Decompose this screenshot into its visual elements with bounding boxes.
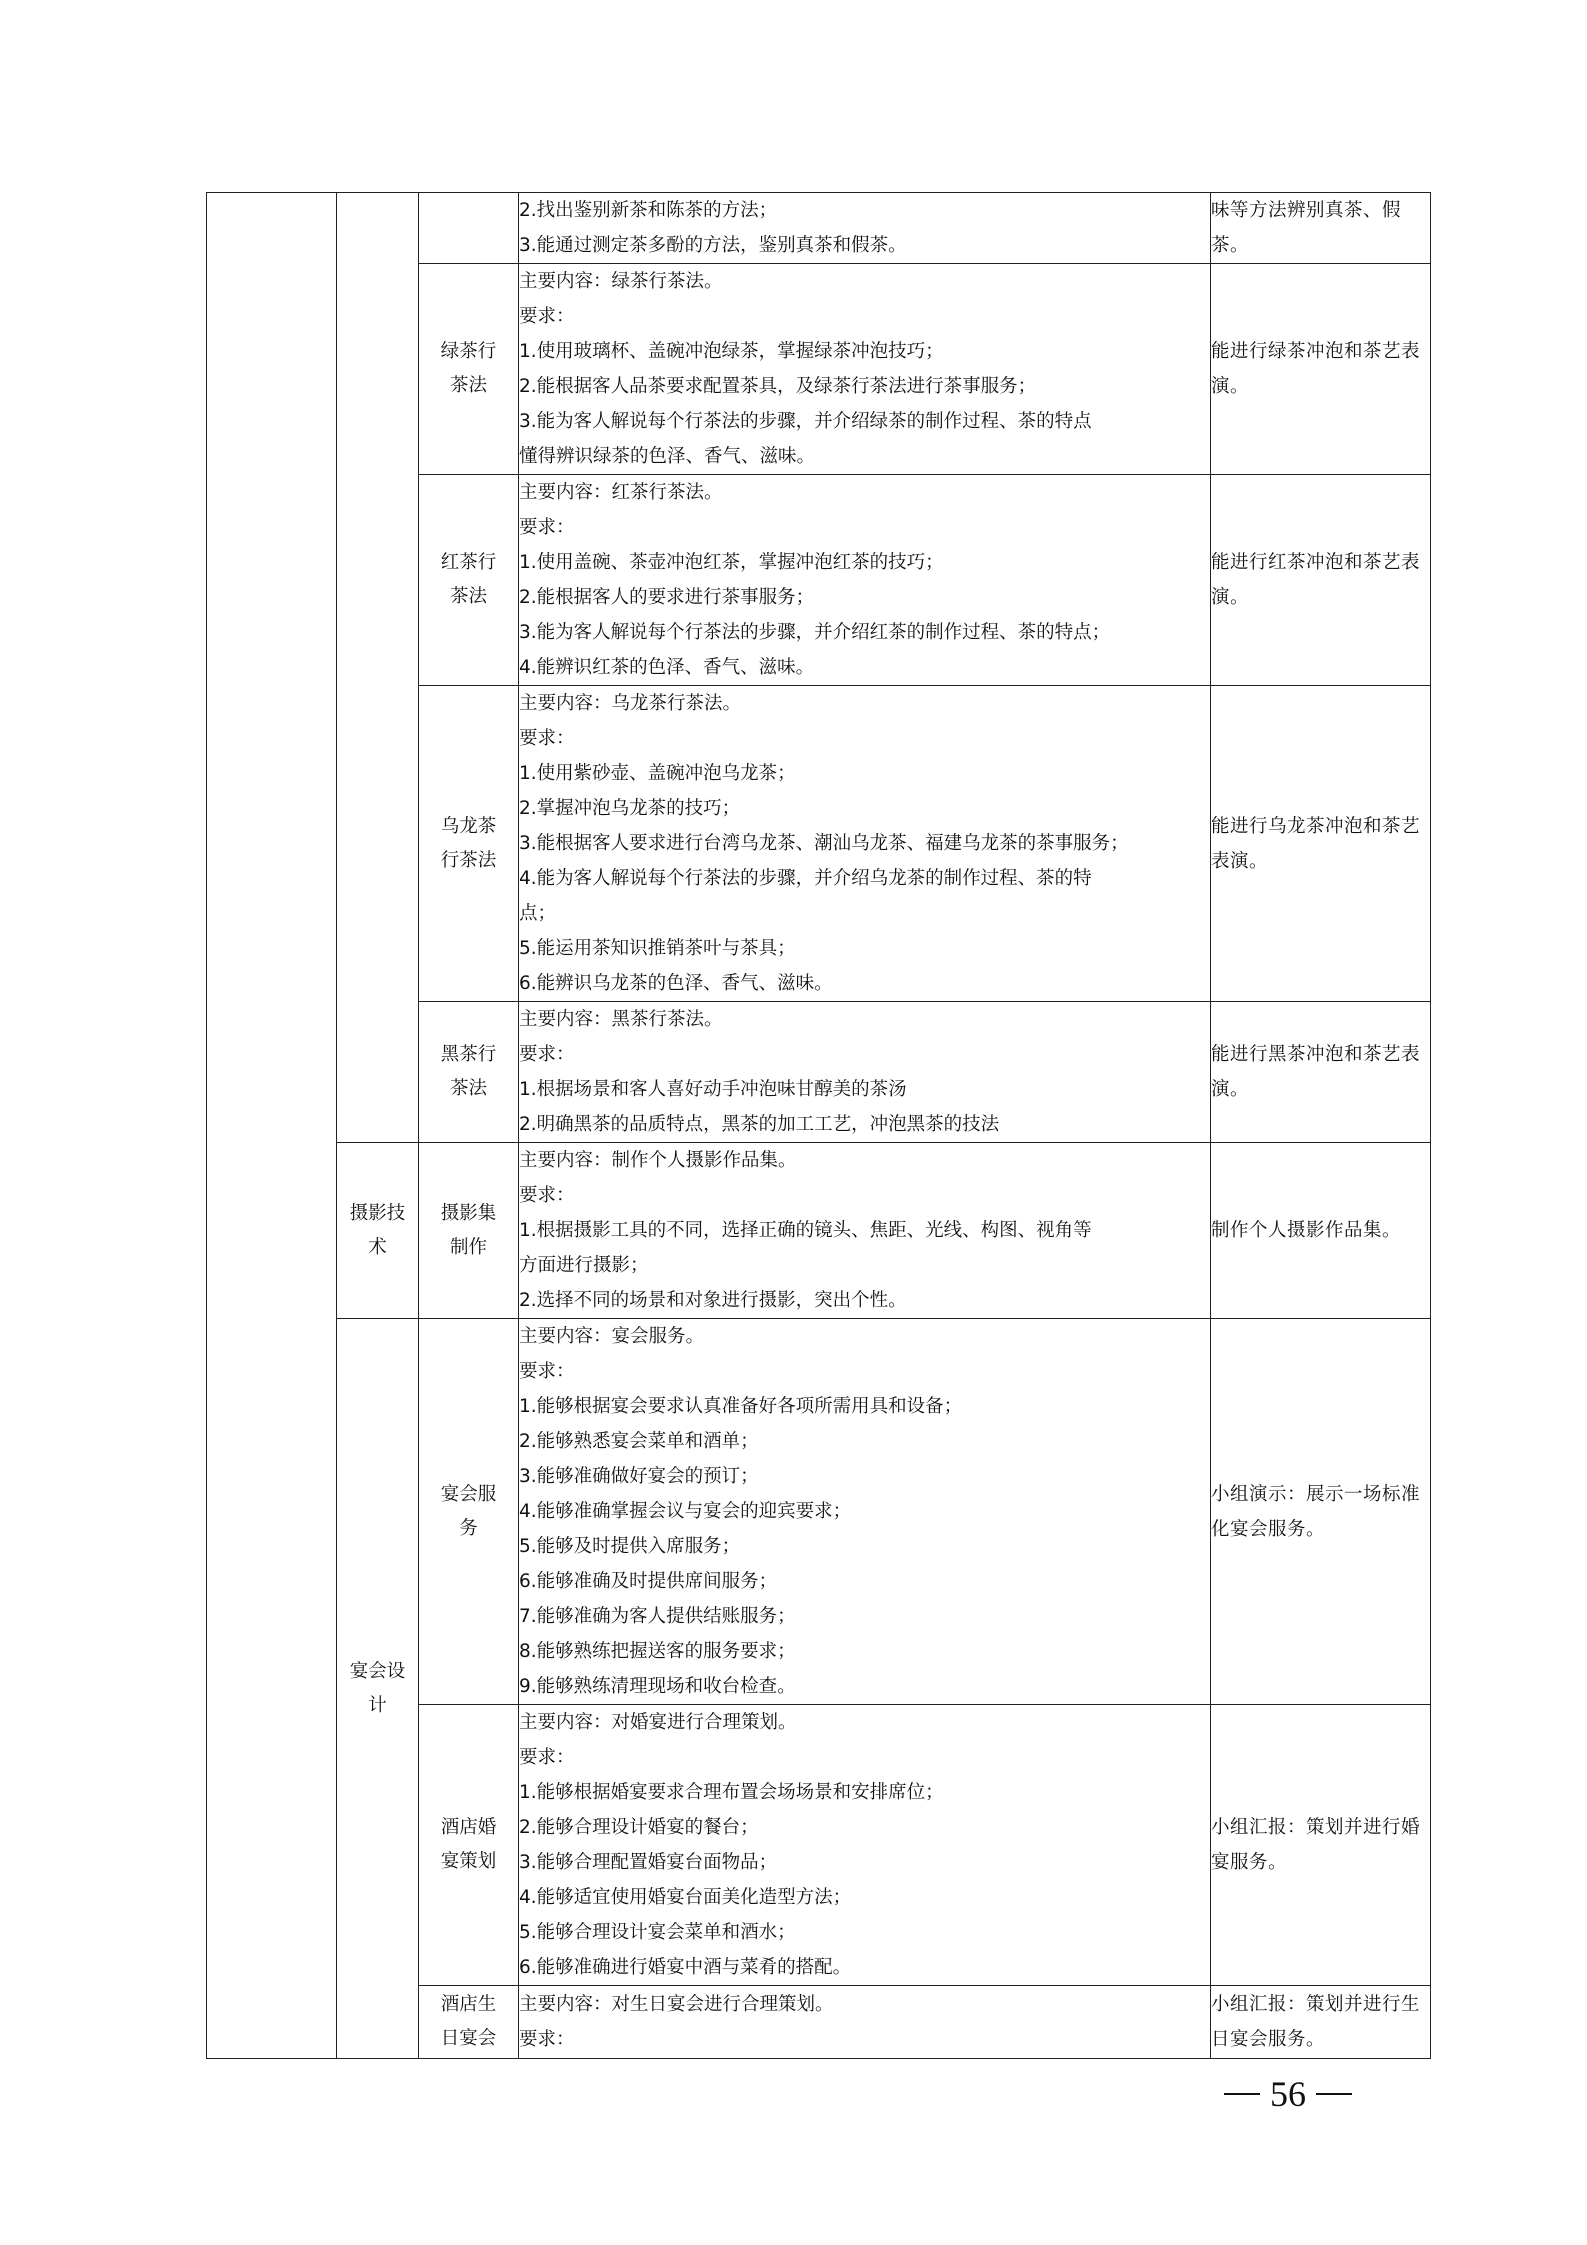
topic-label: 酒店生日宴会	[440, 1994, 497, 2049]
table-row	[207, 1143, 1431, 1319]
content-line: 5.能运用茶知识推销茶叶与茶具；	[519, 938, 796, 959]
category-cell	[207, 193, 337, 2059]
content-line: 主要内容：宴会服务。	[519, 1326, 705, 1347]
assessment-cell: 小组汇报：策划并进行婚宴服务。	[1211, 1705, 1431, 1986]
content-cell	[519, 1002, 1211, 1143]
topic-cell	[419, 1319, 519, 1705]
assessment-cell: 小组汇报：策划并进行生日宴会服务。	[1211, 1986, 1431, 2059]
content-line: 3.能为客人解说每个行茶法的步骤，并介绍绿茶的制作过程、茶的特点	[519, 411, 1092, 432]
content-line: 2.明确黑茶的品质特点，黑茶的加工工艺，冲泡黑茶的技法	[519, 1114, 1000, 1135]
content-line: 1.能够根据婚宴要求合理布置会场场景和安排席位；	[519, 1782, 944, 1803]
content-line: 6.能辨识乌龙茶的色泽、香气、滋味。	[519, 973, 833, 994]
content-line: 5.能够合理设计宴会菜单和酒水；	[519, 1922, 796, 1943]
content-line: 5.能够及时提供入席服务；	[519, 1536, 741, 1557]
content-cell	[519, 1705, 1211, 1986]
content-line: 方面进行摄影；	[519, 1255, 649, 1276]
page-number	[1218, 2069, 1358, 2119]
topic-label: 黑茶行茶法	[440, 1044, 497, 1099]
topic-cell	[419, 1986, 519, 2059]
content-line: 2.能根据客人的要求进行茶事服务；	[519, 587, 815, 608]
content-cell	[519, 1986, 1211, 2059]
topic-cell	[419, 264, 519, 475]
content-line: 4.能辨识红茶的色泽、香气、滋味。	[519, 657, 815, 678]
assessment-cell: 能进行红茶冲泡和茶艺表演。	[1211, 475, 1431, 686]
content-line: 2.能够熟悉宴会菜单和酒单；	[519, 1431, 759, 1452]
topic-cell	[419, 1002, 519, 1143]
topic-cell	[419, 1705, 519, 1986]
content-line: 1.根据摄影工具的不同，选择正确的镜头、焦距、光线、构图、视角等	[519, 1220, 1092, 1241]
content-line: 点；	[519, 903, 557, 924]
content-line: 主要内容：红茶行茶法。	[519, 482, 723, 503]
assessment-cell: 制作个人摄影作品集。	[1211, 1143, 1431, 1319]
content-line: 主要内容：黑茶行茶法。	[519, 1009, 723, 1030]
content-line: 1.根据场景和客人喜好动手冲泡味甘醇美的茶汤	[519, 1079, 907, 1100]
module-cell	[337, 193, 419, 1143]
curriculum-table	[206, 192, 1431, 2059]
content-line: 要求：	[519, 1361, 575, 1382]
content-line: 要求：	[519, 1044, 575, 1065]
assessment-cell: 能进行乌龙茶冲泡和茶艺表演。	[1211, 686, 1431, 1002]
content-line: 要求：	[519, 517, 575, 538]
topic-cell	[419, 193, 519, 264]
assessment-cell: 味等方法辨别真茶、假茶。	[1211, 193, 1431, 264]
content-line: 2.能够合理设计婚宴的餐台；	[519, 1817, 759, 1838]
assessment-cell: 能进行绿茶冲泡和茶艺表演。	[1211, 264, 1431, 475]
content-line: 主要内容：制作个人摄影作品集。	[519, 1150, 797, 1171]
content-line: 要求：	[519, 1747, 575, 1768]
topic-label: 摄影集制作	[440, 1202, 497, 1258]
page-number-text: 56	[1270, 2074, 1306, 2114]
topic-cell	[419, 1143, 519, 1319]
topic-cell	[419, 475, 519, 686]
content-line: 1.使用玻璃杯、盖碗冲泡绿茶，掌握绿茶冲泡技巧；	[519, 341, 944, 362]
content-line: 2.找出鉴别新茶和陈茶的方法；	[519, 200, 778, 221]
content-cell	[519, 475, 1211, 686]
content-line: 1.使用盖碗、茶壶冲泡红茶，掌握冲泡红茶的技巧；	[519, 552, 944, 573]
table-row	[207, 1319, 1431, 1705]
content-line: 主要内容：对婚宴进行合理策划。	[519, 1712, 797, 1733]
content-line: 2.选择不同的场景和对象进行摄影，突出个性。	[519, 1290, 907, 1311]
content-line: 懂得辨识绿茶的色泽、香气、滋味。	[519, 446, 816, 467]
content-line: 6.能够准确及时提供席间服务；	[519, 1571, 778, 1592]
content-line: 主要内容：对生日宴会进行合理策划。	[519, 1994, 834, 2015]
assessment-cell: 小组演示：展示一场标准化宴会服务。	[1211, 1319, 1431, 1705]
content-line: 1.能够根据宴会要求认真准备好各项所需用具和设备；	[519, 1396, 963, 1417]
content-line: 主要内容：绿茶行茶法。	[519, 271, 723, 292]
content-line: 4.能为客人解说每个行茶法的步骤，并介绍乌龙茶的制作过程、茶的特	[519, 868, 1092, 889]
topic-label: 酒店婚宴策划	[440, 1817, 497, 1872]
content-line: 6.能够准确进行婚宴中酒与菜肴的搭配。	[519, 1957, 852, 1978]
content-line: 2.能根据客人品茶要求配置茶具，及绿茶行茶法进行茶事服务；	[519, 376, 1037, 397]
module-cell	[337, 1143, 419, 1319]
content-line: 要求：	[519, 306, 575, 327]
content-line: 8.能够熟练把握送客的服务要求；	[519, 1641, 796, 1662]
content-line: 3.能通过测定茶多酚的方法，鉴别真茶和假茶。	[519, 235, 907, 256]
content-line: 要求：	[519, 728, 575, 749]
content-cell	[519, 193, 1211, 264]
module-cell	[337, 1319, 419, 2059]
page-number-dash-right	[1316, 2093, 1352, 2095]
content-line: 主要内容：乌龙茶行茶法。	[519, 693, 742, 714]
content-line: 3.能够合理配置婚宴台面物品；	[519, 1852, 778, 1873]
topic-label: 红茶行茶法	[440, 552, 497, 607]
content-line: 2.掌握冲泡乌龙茶的技巧；	[519, 798, 741, 819]
topic-label: 乌龙茶行茶法	[440, 815, 497, 871]
content-cell	[519, 1319, 1211, 1705]
content-line: 7.能够准确为客人提供结账服务；	[519, 1606, 796, 1627]
content-line: 3.能够准确做好宴会的预订；	[519, 1466, 759, 1487]
content-line: 4.能够准确掌握会议与宴会的迎宾要求；	[519, 1501, 852, 1522]
assessment-cell: 能进行黑茶冲泡和茶艺表演。	[1211, 1002, 1431, 1143]
content-line: 1.使用紫砂壶、盖碗冲泡乌龙茶；	[519, 763, 796, 784]
page-number-dash-left	[1224, 2093, 1260, 2095]
topic-label: 宴会服务	[440, 1483, 497, 1539]
content-cell	[519, 1143, 1211, 1319]
content-line: 3.能为客人解说每个行茶法的步骤，并介绍红茶的制作过程、茶的特点；	[519, 622, 1111, 643]
topic-cell	[419, 686, 519, 1002]
content-cell	[519, 264, 1211, 475]
module-label: 宴会设计	[349, 1660, 406, 1716]
module-label: 摄影技术	[349, 1202, 406, 1258]
content-cell	[519, 686, 1211, 1002]
topic-label: 绿茶行茶法	[440, 341, 497, 396]
table-row	[207, 193, 1431, 264]
content-line: 4.能够适宜使用婚宴台面美化造型方法；	[519, 1887, 852, 1908]
content-line: 3.能根据客人要求进行台湾乌龙茶、潮汕乌龙茶、福建乌龙茶的茶事服务；	[519, 833, 1129, 854]
content-line: 9.能够熟练清理现场和收台检查。	[519, 1676, 796, 1697]
content-line: 要求：	[519, 2029, 575, 2050]
content-line: 要求：	[519, 1185, 575, 1206]
